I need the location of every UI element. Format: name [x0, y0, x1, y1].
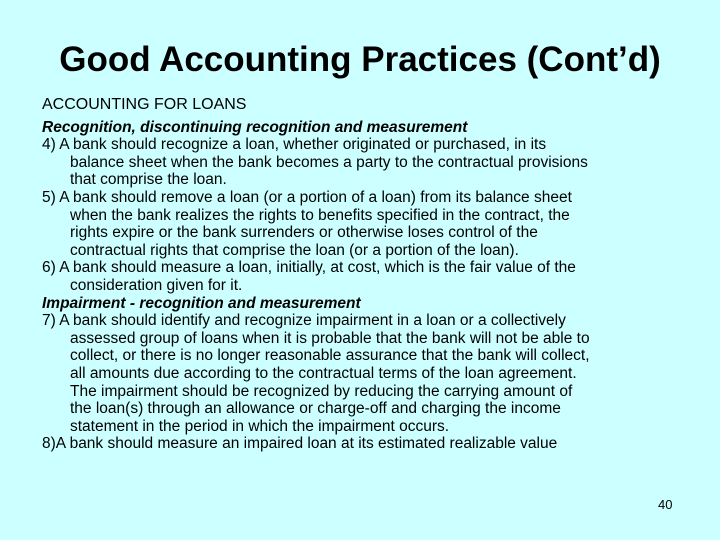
item-5-line: contractual rights that comprise the loan (or a portion of the loan).	[70, 241, 519, 259]
item-6-line: consideration given for it.	[70, 276, 243, 294]
page-number: 40	[658, 497, 673, 512]
item-5	[42, 189, 682, 259]
item-4-line: 4) A bank should recognize a loan, whether originated or purchased, in its	[42, 136, 547, 154]
item-7-line: the loan(s) through an allowance or charge-off and charging the income	[70, 400, 561, 418]
item-8	[42, 435, 682, 453]
section-heading: ACCOUNTING FOR LOANS	[42, 96, 247, 113]
item-5-line: when the bank realizes the rights to benefits specified in the contract, the	[70, 206, 570, 224]
item-5-line: 5) A bank should remove a loan (or a portion of a loan) from its balance sheet	[42, 188, 572, 206]
slide-title: Good Accounting Practices (Cont’d)	[59, 40, 661, 79]
item-7-line: collect, or there is no longer reasonable assurance that the bank will collect,	[70, 347, 590, 365]
item-6	[42, 259, 682, 294]
subheading-impairment: Impairment - recognition and measurement	[42, 294, 361, 312]
item-4-line: that comprise the loan.	[70, 171, 227, 189]
item-7-line: all amounts due according to the contractual terms of the loan agreement.	[70, 364, 577, 382]
item-7-line: statement in the period in which the impairment occurs.	[70, 417, 450, 435]
item-6-line: 6) A bank should measure a loan, initially, at cost, which is the fair value of the	[42, 259, 576, 277]
item-8-line: 8)A bank should measure an impaired loan at its estimated realizable value	[42, 435, 558, 453]
item-7-line: 7) A bank should identify and recognize impairment in a loan or a collectively	[42, 312, 566, 330]
item-7-line: The impairment should be recognized by reducing the carrying amount of	[70, 382, 573, 400]
item-5-line: rights expire or the bank surrenders or otherwise loses control of the	[70, 224, 538, 242]
item-4-line: balance sheet when the bank becomes a party to the contractual provisions	[70, 153, 588, 171]
item-7	[42, 312, 682, 435]
item-4	[42, 136, 682, 189]
item-7-line: assessed group of loans when it is probable that the bank will not be able to	[70, 329, 590, 347]
slide-body	[42, 96, 682, 453]
subheading-recognition: Recognition, discontinuing recognition and measurement	[42, 118, 468, 136]
